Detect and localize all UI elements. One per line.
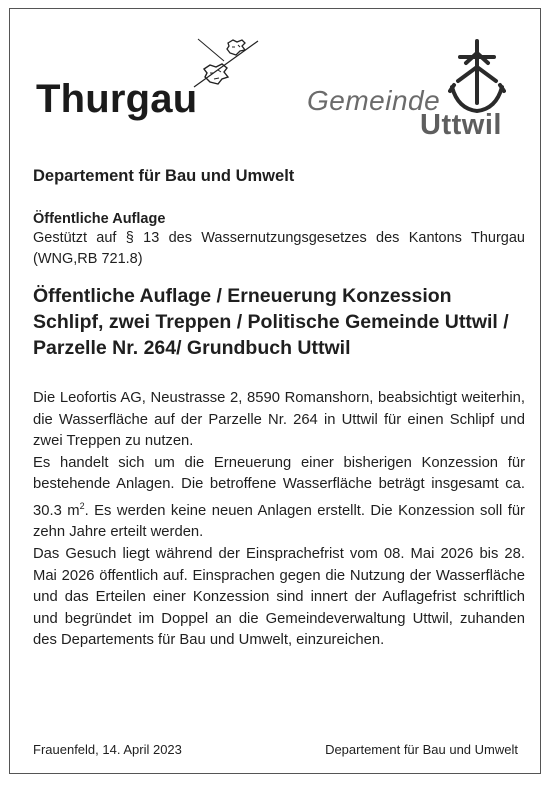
municipality-name: Uttwil [420,109,502,141]
legal-basis: Gestützt auf § 13 des Wassernutzungsgesetzes des Kantons Thurgau (WNG,RB 721.8) [33,230,525,267]
paragraph-concession-text-a: Es handelt sich um die Erneuerung einer bisherigen Konzession für bestehende Anlagen. Die betroffene Wasserfläche beträgt insgesamt ca. 30.3 m [33,454,525,519]
notice-title: Öffentliche Auflage / Erneuerung Konzession Schlipf, zwei Treppen / Politische Gemeinde Uttwil / Parzelle Nr. 264/ Grundbuch Uttwil [33,285,509,359]
paragraph-applicant: Die Leofortis AG, Neustrasse 2, 8590 Romanshorn, beabsichtigt weiterhin, die Wasserfläche auf der Parzelle Nr. 264 in Uttwil für einen Schlipf und zwei Treppen zu nutzen. [33,390,525,450]
department-heading: Departement für Bau und Umwelt [33,167,295,185]
logo-bar [10,9,540,149]
place-date: Frauenfeld, 14. April 2023 [33,742,182,757]
uttwil-anchor-cross-emblem-icon [448,37,506,119]
paragraph-concession-text-b: . Es werden keine neuen Anlagen erstellt. Die Konzession soll für zehn Jahre erteilt werden. [33,502,525,541]
notice-body [33,388,525,652]
paragraph-objection: Das Gesuch liegt während der Einsprachefrist vom 08. Mai 2026 bis 28. Mai 2026 öffentlich auf. Einsprachen gegen die Nutzung der Wasserfläche und das Erteilen einer Konzession sind innert der Auflagefrist schriftlich und begründet im Doppel an die Gemeindeverwaltung Uttwil, zuhanden des Departements für Bau und Umwelt, einzureichen. [33,546,525,649]
canton-name: Thurgau [36,77,198,121]
municipality-prefix: Gemeinde [307,85,441,116]
signature-department: Departement für Bau und Umwelt [325,742,518,757]
notice-frame [9,8,541,774]
section-heading: Öffentliche Auflage [33,211,166,227]
notice-footer [33,742,518,757]
superscript-squared: 2 [79,500,85,511]
paragraph-concession [33,453,525,544]
thurgau-lions-emblem-icon [188,37,264,95]
notice-content [33,167,525,652]
